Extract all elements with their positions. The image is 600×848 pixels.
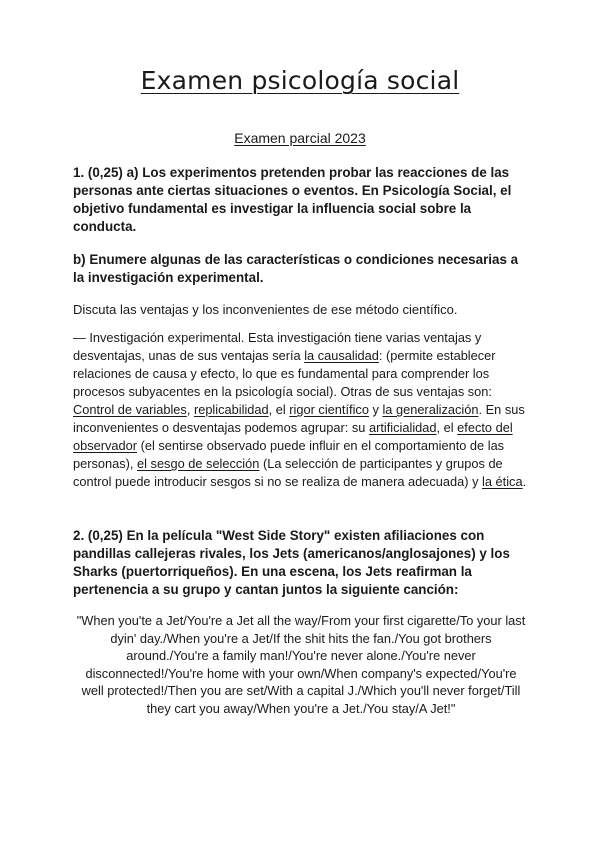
document-subtitle: Examen parcial 2023 (234, 130, 366, 146)
question-1-part-b: b) Enumere algunas de las características o condiciones necesarias a la investigación experimental. (73, 252, 519, 285)
question-1-answer (73, 329, 529, 491)
question-2: 2. (0,25) En la película "West Side Story" existen afiliaciones con pandillas callejeras rivales, los Jets (americanos/anglosajones) y los Sharks (puertorriqueños). En una escena, los Jets reafirman la pertenencia a su grupo y cantan juntos la siguiente canción: (73, 528, 510, 597)
answer-term-replicabilidad: replicabilidad (193, 402, 269, 417)
answer-text: , (186, 402, 194, 417)
document-title: Examen psicología social (140, 66, 460, 95)
answer-term-efecto-observador: efecto del observador (73, 420, 513, 453)
answer-text: , el (436, 420, 458, 435)
answer-text: . En sus inconvenientes o desventajas podemos agrupar: su (73, 402, 525, 435)
answer-text: , el (268, 402, 290, 417)
answer-term-generalizacion: la generalización (382, 402, 479, 417)
answer-term-etica: la ética (482, 474, 523, 489)
answer-text: y (368, 402, 383, 417)
answer-text: (La selección de participantes y grupos de control puede introducir sesgos si no se realiza de manera adecuada) y (73, 456, 503, 489)
question-1-discuss-prompt: Discuta las ventajas y los inconvenientes de ese método científico. (73, 302, 458, 317)
answer-term-control-variables: Control de variables (73, 402, 187, 417)
question-1-part-a: 1. (0,25) a) Los experimentos pretenden probar las reacciones de las personas ante ciertas situaciones o eventos. En Psicología Social, el objetivo fundamental es investigar la influencia social sobre la conducta. (73, 165, 512, 234)
answer-term-causalidad: la causalidad (304, 348, 379, 363)
answer-text: (el sentirse observado puede influir en el comportamiento de las personas), (73, 438, 505, 471)
answer-term-artificialidad: artificialidad (368, 420, 437, 435)
answer-text: : (permite establecer relaciones de causa y efecto, lo que es fundamental para comprender los procesos subyacentes en la psicología social). Otras de sus ventajas son: (73, 348, 496, 399)
answer-term-rigor: rigor científico (289, 402, 369, 417)
answer-text: — Investigación experimental. Esta investigación tiene varias ventajas y desventajas, unas de sus ventajas sería (73, 330, 482, 363)
song-lyrics: "When you'te a Jet/You're a Jet all the way/From your first cigarette/To your last dyin' day./When you're a Jet/If the shit hits the fan./You got brothers around./You're a family man!/You're never alone./You're never disconnected!/You're home with your own/When company's expected/You're well protected!/Then you are set/With a capital J./Which you'll never forget/Till they cart you away/When you're a Jet./You stay/A Jet!" (76, 613, 526, 716)
answer-text: . (522, 474, 527, 489)
answer-term-sesgo-seleccion: el sesgo de selección (137, 456, 260, 471)
